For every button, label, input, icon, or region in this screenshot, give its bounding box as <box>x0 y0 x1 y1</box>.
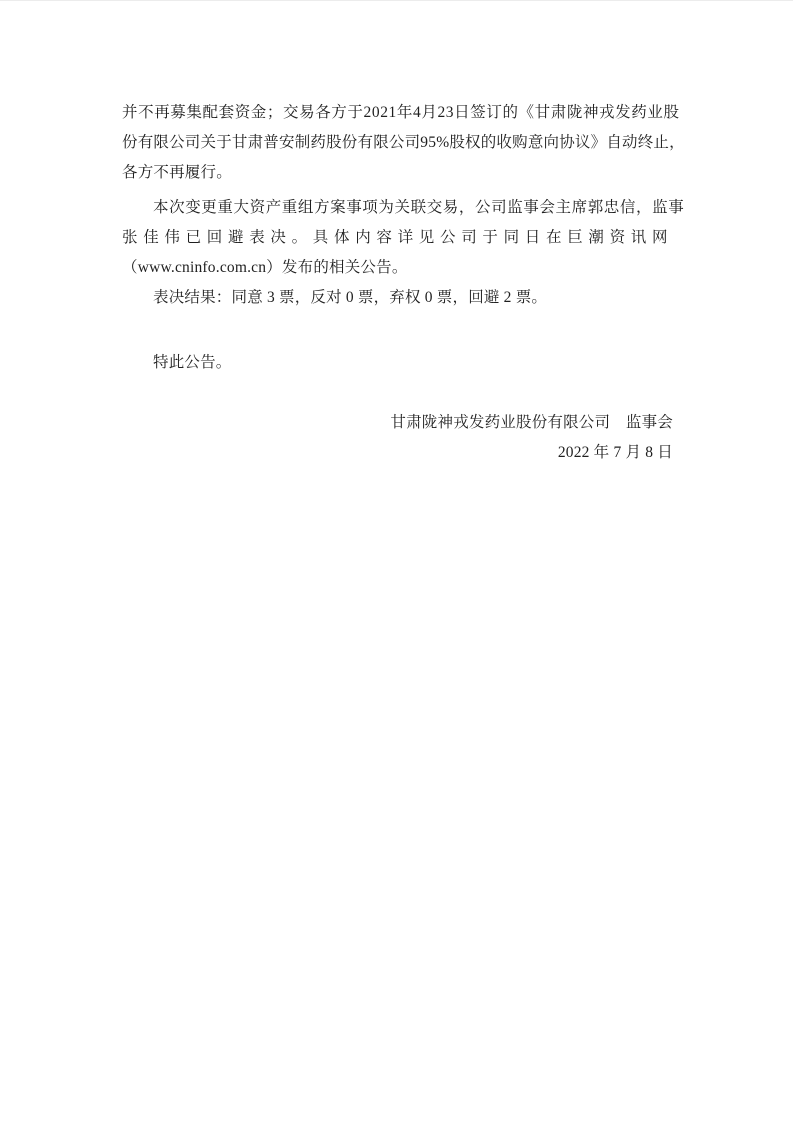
text-line: 并不再募集配套资金；交易各方于2021年4月23日签订的《甘肃陇神戎发药业股 <box>122 104 680 121</box>
text-line: （www.cninfo.com.cn）发布的相关公告。 <box>122 259 408 276</box>
signature-block <box>122 408 673 468</box>
signature-date-line: 2022 年 7 月 8 日 <box>557 444 673 461</box>
text-line: 本次变更重大资产重组方案事项为关联交易，公司监事会主席郭忠信，监事 <box>153 199 685 216</box>
body-paragraph-1 <box>122 98 685 188</box>
text-line: 张佳伟已回避表决。具体内容详见公司于同日在巨潮资讯网 <box>122 229 674 246</box>
vote-result-line: 表决结果：同意 3 票，反对 0 票，弃权 0 票，回避 2 票。 <box>153 289 548 306</box>
closing-line: 特此公告。 <box>153 354 232 371</box>
body-paragraph-2 <box>122 193 685 283</box>
signature-company-line: 甘肃陇神戎发药业股份有限公司 监事会 <box>390 414 673 431</box>
document-body <box>122 98 685 468</box>
text-line: 份有限公司关于甘肃普安制药股份有限公司95%股权的收购意向协议》自动终止， <box>122 134 685 151</box>
text-line: 各方不再履行。 <box>122 164 232 181</box>
